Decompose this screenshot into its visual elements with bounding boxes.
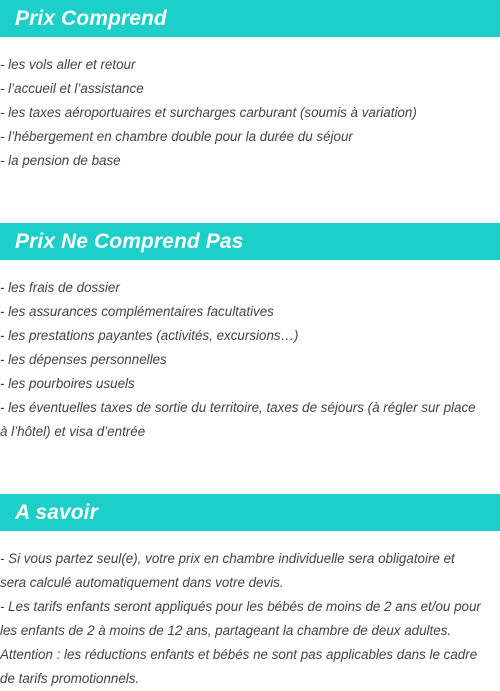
section-header <box>0 0 500 37</box>
section-prix-ne-comprend-pas <box>0 223 500 444</box>
section-body <box>0 260 500 444</box>
section-title: Prix Ne Comprend Pas <box>15 229 244 253</box>
paragraph-line: - Si vous partez seul(e), votre prix en chambre individuelle sera obligatoire et <box>0 551 455 566</box>
list-item: à l’hôtel) et visa d’entrée <box>0 424 146 439</box>
section-prix-comprend <box>0 0 500 173</box>
list-item: - les pourboires usuels <box>0 376 135 391</box>
paragraph-line: les enfants de 2 à moins de 12 ans, partageant la chambre de deux adultes. <box>0 623 452 638</box>
list-item: - la pension de base <box>0 153 121 168</box>
list-item: - les frais de dossier <box>0 280 120 295</box>
section-body <box>0 531 500 691</box>
section-title: A savoir <box>15 500 98 524</box>
paragraph-line: - Les tarifs enfants seront appliqués pour les bébés de moins de 2 ans et/ou pour <box>0 599 481 614</box>
paragraph-line: sera calculé automatiquement dans votre devis. <box>0 575 284 590</box>
section-title: Prix Comprend <box>15 6 167 30</box>
section-body <box>0 37 500 173</box>
section-header <box>0 223 500 260</box>
list-item: - les taxes aéroportuaires et surcharges carburant (soumis à variation) <box>0 105 417 120</box>
list-item: - les éventuelles taxes de sortie du territoire, taxes de séjours (à régler sur place <box>0 400 476 415</box>
list-item: - l’hébergement en chambre double pour la durée du séjour <box>0 129 353 144</box>
list-item: - les prestations payantes (activités, excursions…) <box>0 328 299 343</box>
list-item: - les vols aller et retour <box>0 57 136 72</box>
section-header <box>0 494 500 531</box>
list-item: - l’accueil et l’assistance <box>0 81 144 96</box>
paragraph-line: de tarifs promotionnels. <box>0 671 140 686</box>
list-item: - les dépenses personnelles <box>0 352 167 367</box>
paragraph-line: Attention : les réductions enfants et bébés ne sont pas applicables dans le cadre <box>0 647 478 662</box>
list-item: - les assurances complémentaires facultatives <box>0 304 274 319</box>
section-a-savoir <box>0 494 500 691</box>
